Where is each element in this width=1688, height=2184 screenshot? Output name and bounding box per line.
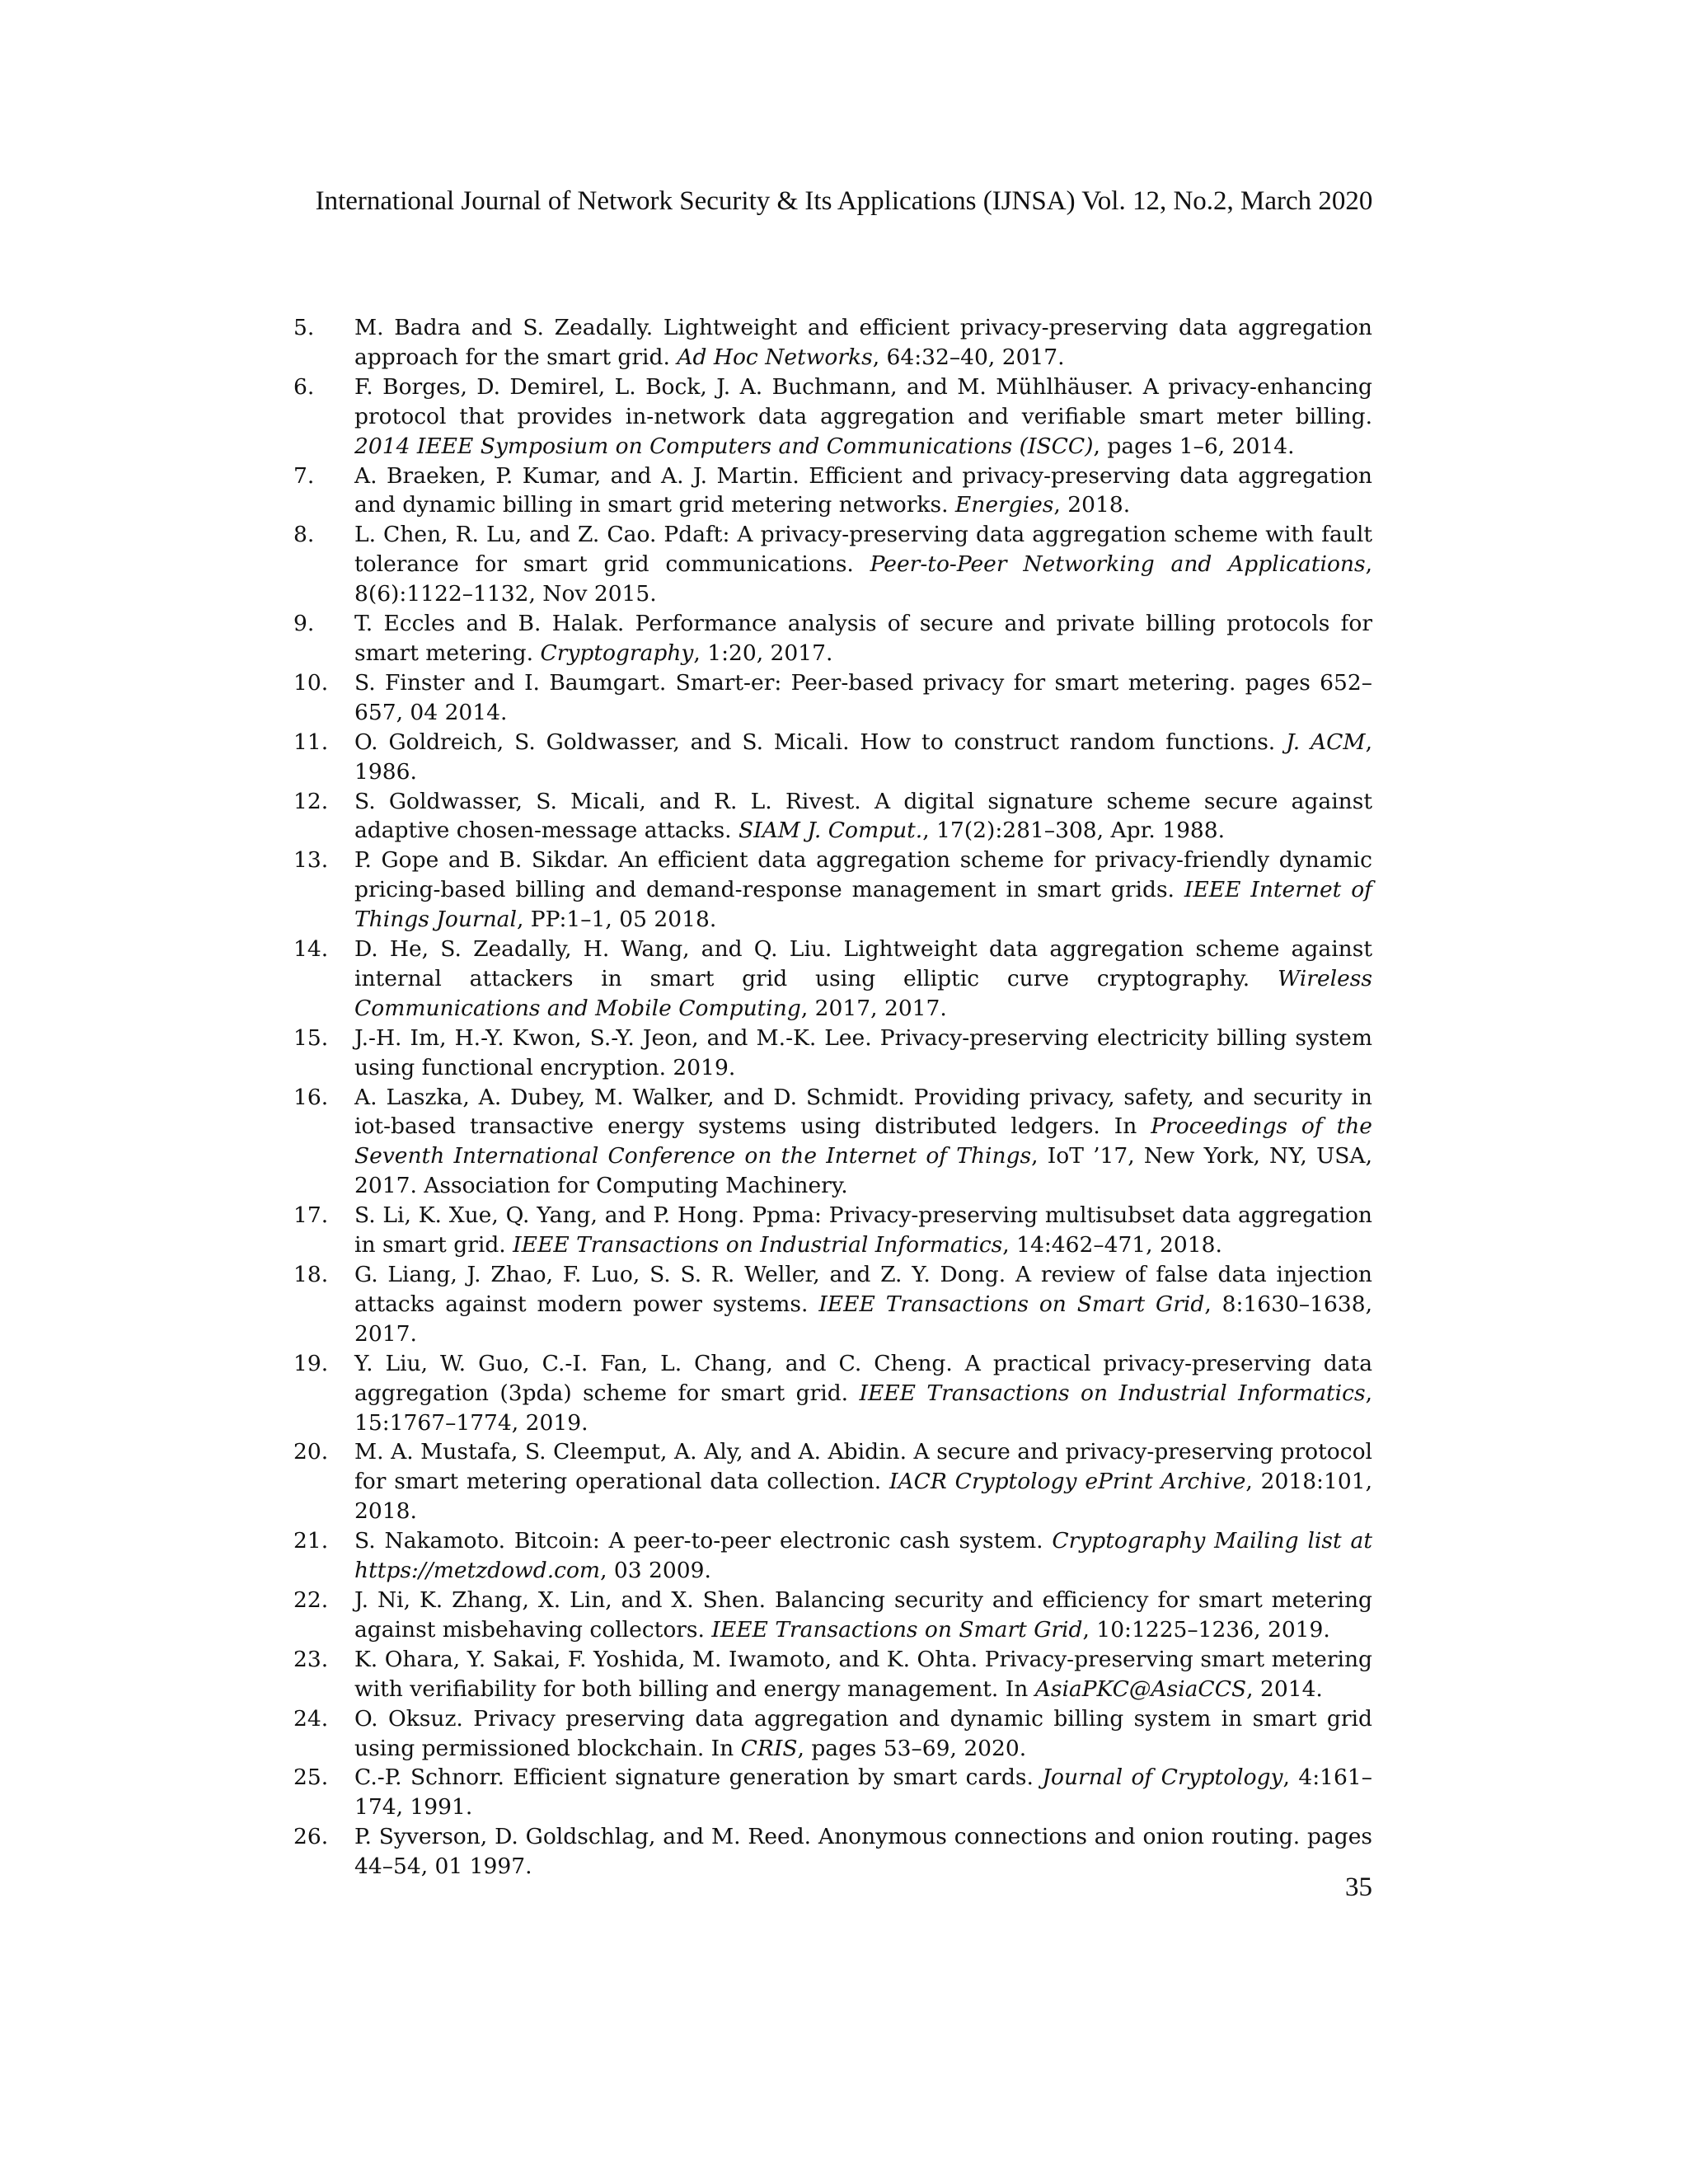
reference-item	[293, 520, 1372, 609]
reference-item	[293, 728, 1372, 787]
reference-text: S. Li, K. Xue, Q. Yang, and P. Hong. Ppma: Privacy-preserving multisubset data aggregation in smart grid.	[354, 1202, 1372, 1258]
reference-venue: Peer-to-Peer Networking and Applications	[870, 551, 1366, 578]
reference-text: J. Ni, K. Zhang, X. Lin, and X. Shen. Balancing security and efficiency for smart metering against misbehaving collectors.	[354, 1586, 1372, 1643]
reference-venue: IEEE Internet of Things Journal	[354, 877, 1372, 933]
reference-details: , 2014.	[1246, 1675, 1323, 1702]
reference-text: O. Oksuz. Privacy preserving data aggregation and dynamic billing system in smart grid using permissioned blockchain. In	[354, 1705, 1372, 1761]
reference-venue: Cryptography	[540, 640, 694, 666]
reference-venue: IACR Cryptology ePrint Archive	[889, 1469, 1246, 1495]
reference-venue: SIAM J. Comput.	[738, 818, 923, 844]
reference-venue: IEEE Transactions on Smart Grid	[818, 1291, 1205, 1317]
reference-item	[293, 846, 1372, 935]
reference-number: 9.	[293, 611, 315, 637]
reference-venue: IEEE Transactions on Industrial Informatics	[513, 1232, 1003, 1258]
reference-text: C.-P. Schnorr. Efficient signature generation by smart cards.	[354, 1765, 1043, 1791]
reference-text: G. Liang, J. Zhao, F. Luo, S. S. R. Weller, and Z. Y. Dong. A review of false data injection attacks against modern power systems.	[354, 1262, 1372, 1317]
reference-text: Y. Liu, W. Guo, C.-I. Fan, L. Chang, and C. Cheng. A practical privacy-preserving data aggregation (3pda) scheme for smart grid.	[354, 1350, 1372, 1406]
reference-number: 17.	[293, 1202, 329, 1229]
reference-text: K. Ohara, Y. Sakai, F. Yoshida, M. Iwamoto, and K. Ohta. Privacy-preserving smart metering with verifiability for both billing and energy management. In	[354, 1646, 1372, 1702]
reference-venue: CRIS	[740, 1735, 798, 1761]
reference-venue: 2014 IEEE Symposium on Computers and Communications (ISCC)	[354, 433, 1094, 459]
reference-item	[293, 1083, 1372, 1202]
reference-venue: Wireless Communications and Mobile Computing	[354, 965, 1372, 1021]
page-number: 35	[1345, 1872, 1372, 1902]
reference-item	[293, 373, 1372, 462]
reference-details: , 1:20, 2017.	[693, 640, 833, 666]
reference-number: 10.	[293, 669, 329, 696]
reference-details: , 4:161–174, 1991.	[354, 1765, 1372, 1821]
reference-details: , 03 2009.	[600, 1558, 711, 1584]
reference-details: , 15:1767–1774, 2019.	[354, 1380, 1372, 1436]
reference-item	[293, 1526, 1372, 1586]
reference-details: , 2018.	[1053, 492, 1131, 518]
reference-details: , 2018:101, 2018.	[354, 1469, 1372, 1525]
reference-text: A. Laszka, A. Dubey, M. Walker, and D. Schmidt. Providing privacy, safety, and security in iot-based transactive energy systems using distributed ledgers. In	[354, 1084, 1372, 1140]
reference-list	[293, 313, 1372, 1882]
reference-number: 5.	[293, 315, 315, 340]
reference-details: , 14:462–471, 2018.	[1002, 1232, 1222, 1258]
reference-number: 6.	[293, 373, 315, 400]
reference-venue: Energies	[954, 492, 1054, 518]
reference-number: 11.	[293, 729, 329, 755]
reference-item	[293, 1822, 1372, 1882]
reference-venue: AsiaPKC@AsiaCCS	[1034, 1675, 1247, 1702]
reference-item	[293, 1704, 1372, 1764]
reference-item	[293, 1645, 1372, 1704]
reference-venue: Journal of Cryptology	[1042, 1765, 1283, 1791]
reference-text: P. Syverson, D. Goldschlag, and M. Reed. Anonymous connections and onion routing. pages 44–54, 01 1997.	[354, 1824, 1372, 1880]
reference-text: M. Badra and S. Zeadally. Lightweight and efficient privacy-preserving data aggregation approach for the smart grid.	[354, 315, 1372, 370]
reference-text: F. Borges, D. Demirel, L. Bock, J. A. Buchmann, and M. Mühlhäuser. A privacy-enhancing protocol that provides in-network data aggregation and verifiable smart meter billing.	[354, 373, 1372, 429]
reference-details: , 8:1630–1638, 2017.	[354, 1291, 1372, 1347]
reference-number: 8.	[293, 522, 315, 548]
reference-venue: Proceedings of the Seventh International Conference on the Internet of Things	[354, 1113, 1372, 1169]
reference-number: 15.	[293, 1024, 329, 1051]
reference-item	[293, 1260, 1372, 1349]
reference-number: 20.	[293, 1439, 329, 1465]
reference-number: 13.	[293, 847, 329, 874]
reference-item	[293, 1024, 1372, 1083]
reference-details: , pages 53–69, 2020.	[797, 1735, 1027, 1761]
reference-venue: Cryptography Mailing list at https://metzdowd.com	[354, 1528, 1372, 1584]
reference-number: 16.	[293, 1084, 329, 1110]
reference-details: , 64:32–40, 2017.	[872, 344, 1065, 370]
reference-text: L. Chen, R. Lu, and Z. Cao. Pdaft: A privacy-preserving data aggregation scheme with fault tolerance for smart grid communications.	[354, 522, 1372, 578]
reference-number: 26.	[293, 1824, 329, 1850]
reference-details: , 10:1225–1236, 2019.	[1082, 1616, 1330, 1643]
reference-details: , 17(2):281–308, Apr. 1988.	[922, 818, 1226, 844]
reference-text: J.-H. Im, H.-Y. Kwon, S.-Y. Jeon, and M.-K. Lee. Privacy-preserving electricity billing system using functional encryption. 2019.	[354, 1024, 1372, 1080]
reference-item	[293, 462, 1372, 521]
reference-number: 25.	[293, 1765, 329, 1791]
reference-number: 22.	[293, 1586, 329, 1613]
reference-text: S. Finster and I. Baumgart. Smart-er: Peer-based privacy for smart metering. pages 652–657, 04 2014.	[354, 669, 1372, 725]
reference-text: D. He, S. Zeadally, H. Wang, and Q. Liu. Lightweight data aggregation scheme against internal attackers in smart grid using elliptic curve cryptography.	[354, 936, 1372, 991]
reference-venue: IEEE Transactions on Industrial Informatics	[859, 1380, 1366, 1406]
reference-number: 24.	[293, 1705, 329, 1732]
reference-number: 18.	[293, 1262, 329, 1287]
reference-details: , 1986.	[354, 729, 1372, 785]
reference-number: 14.	[293, 936, 329, 963]
reference-text: P. Gope and B. Sikdar. An efficient data aggregation scheme for privacy-friendly dynamic pricing-based billing and demand-response management in smart grids.	[354, 847, 1372, 903]
journal-header: International Journal of Network Security & Its Applications (IJNSA) Vol. 12, No.2, March 2020	[315, 186, 1373, 216]
reference-text: O. Goldreich, S. Goldwasser, and S. Micali. How to construct random functions.	[354, 729, 1287, 755]
reference-item	[293, 1437, 1372, 1526]
reference-details: , 2017, 2017.	[800, 995, 947, 1021]
reference-item	[293, 1763, 1372, 1822]
reference-venue: Ad Hoc Networks	[677, 344, 873, 370]
reference-item	[293, 609, 1372, 668]
reference-venue: J. ACM	[1286, 729, 1366, 755]
reference-details: , pages 1–6, 2014.	[1093, 433, 1295, 459]
reference-number: 19.	[293, 1350, 329, 1376]
reference-details: , PP:1–1, 05 2018.	[516, 907, 717, 933]
reference-item	[293, 1201, 1372, 1260]
reference-item	[293, 787, 1372, 846]
reference-text: A. Braeken, P. Kumar, and A. J. Martin. Efficient and privacy-preserving data aggregation and dynamic billing in smart grid metering networks.	[354, 462, 1372, 518]
reference-number: 23.	[293, 1646, 329, 1672]
reference-text: M. A. Mustafa, S. Cleemput, A. Aly, and A. Abidin. A secure and privacy-preserving protocol for smart metering operational data collection.	[354, 1439, 1372, 1495]
reference-item	[293, 1586, 1372, 1645]
reference-item	[293, 1349, 1372, 1438]
reference-details: , IoT ’17, New York, NY, USA, 2017. Association for Computing Machinery.	[354, 1143, 1372, 1199]
reference-details: , 8(6):1122–1132, Nov 2015.	[354, 551, 1372, 607]
reference-item	[293, 313, 1372, 373]
reference-text: S. Nakamoto. Bitcoin: A peer-to-peer electronic cash system.	[354, 1528, 1053, 1554]
reference-number: 7.	[293, 462, 315, 489]
reference-item	[293, 935, 1372, 1024]
reference-text: T. Eccles and B. Halak. Performance analysis of secure and private billing protocols for smart metering.	[354, 611, 1372, 666]
reference-number: 12.	[293, 788, 329, 814]
reference-item	[293, 668, 1372, 728]
reference-text: S. Goldwasser, S. Micali, and R. L. Rivest. A digital signature scheme secure against adaptive chosen-message attacks.	[354, 788, 1372, 844]
reference-number: 21.	[293, 1528, 329, 1554]
reference-venue: IEEE Transactions on Smart Grid	[711, 1616, 1083, 1643]
